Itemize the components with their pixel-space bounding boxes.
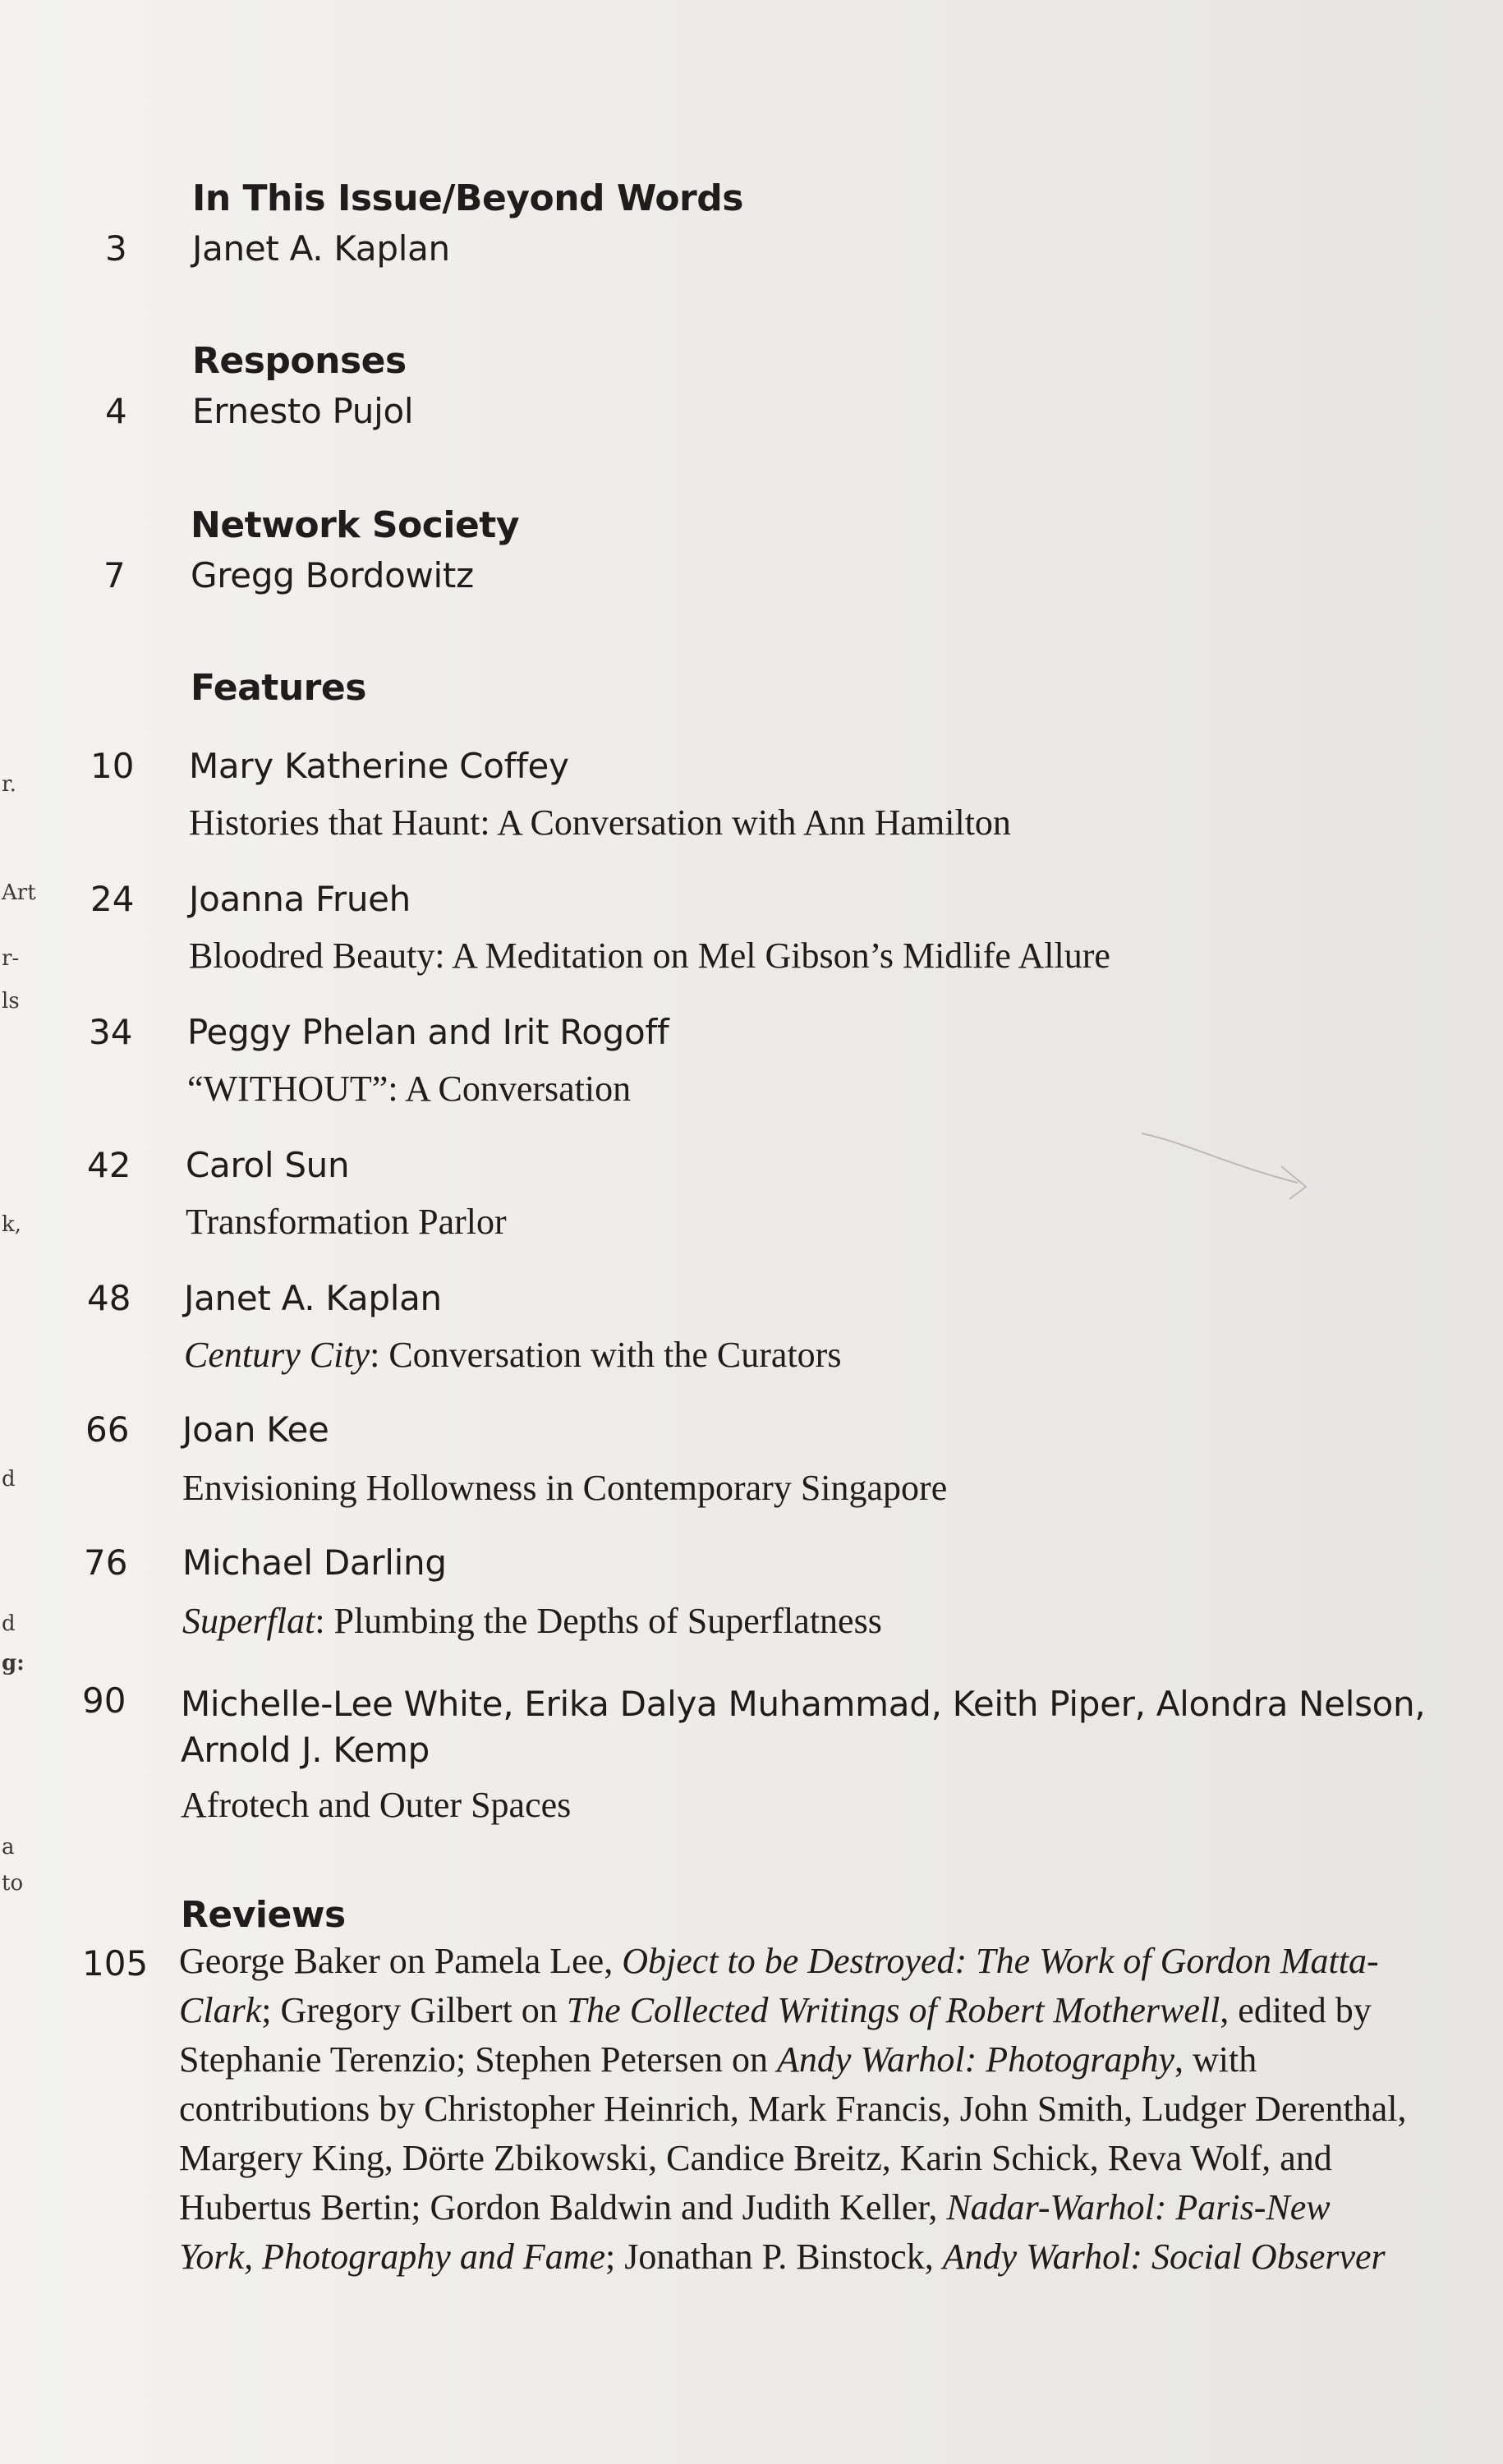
page-number: 105 bbox=[82, 1943, 149, 1984]
margin-fragment: d bbox=[2, 1611, 16, 1636]
margin-fragment: r. bbox=[2, 772, 16, 797]
entry-author: Joan Kee bbox=[182, 1409, 329, 1450]
section-heading-network-society: Network Society bbox=[191, 504, 519, 546]
entry-author: Mary Katherine Coffey bbox=[189, 746, 569, 786]
page-number: 24 bbox=[90, 879, 135, 919]
page-number: 42 bbox=[87, 1145, 131, 1185]
reviews-text-segment: ; Gregory Gilbert on bbox=[261, 1990, 567, 2030]
entry-author: Janet A. Kaplan bbox=[184, 1278, 442, 1318]
reviews-text-segment: George Baker on Pamela Lee, bbox=[179, 1941, 623, 1981]
page-number: 48 bbox=[87, 1278, 131, 1318]
margin-fragment: k, bbox=[2, 1212, 22, 1237]
page-number: 76 bbox=[84, 1542, 128, 1583]
margin-fragment: r- bbox=[2, 946, 20, 971]
page-number: 7 bbox=[103, 555, 126, 595]
section-heading-responses: Responses bbox=[192, 340, 407, 382]
entry-author: Gregg Bordowitz bbox=[191, 555, 474, 595]
section-heading-in-this-issue: In This Issue/Beyond Words bbox=[192, 177, 743, 219]
page-number: 10 bbox=[90, 746, 135, 786]
margin-fragment: to bbox=[2, 1871, 24, 1896]
margin-fragment: a bbox=[2, 1835, 15, 1859]
margin-fragment: g: bbox=[2, 1651, 25, 1676]
entry-title bbox=[184, 1334, 841, 1376]
reviews-text-segment: ; Jonathan P. Binstock, bbox=[605, 2236, 943, 2277]
margin-fragment: d bbox=[2, 1467, 16, 1492]
entry-title bbox=[182, 1600, 882, 1642]
entry-title: “WITHOUT”: A Conversation bbox=[187, 1069, 632, 1109]
page-number: 34 bbox=[89, 1012, 133, 1052]
paper-scuff-mark bbox=[1133, 1117, 1331, 1224]
entry-title: Histories that Haunt: A Conversation with Ann Hamilton bbox=[189, 802, 1011, 843]
entry-author: Ernesto Pujol bbox=[192, 391, 414, 431]
page-number: 66 bbox=[85, 1409, 130, 1450]
entry-title-rest: : Conversation with the Curators bbox=[370, 1335, 842, 1375]
entry-author-continued: Arnold J. Kemp bbox=[181, 1730, 430, 1770]
entry-author: Michael Darling bbox=[182, 1542, 447, 1583]
reviews-entry bbox=[179, 1937, 1411, 2282]
entry-title-rest: : Plumbing the Depths of Superflatness bbox=[315, 1601, 882, 1641]
page-number: 3 bbox=[105, 228, 127, 269]
entry-title: Envisioning Hollowness in Contemporary Singapore bbox=[182, 1468, 948, 1508]
entry-author: Michelle-Lee White, Erika Dalya Muhammad, Keith Piper, Alondra Nelson, bbox=[181, 1684, 1426, 1724]
reviews-book-title: Object to be Destroyed: The Work of Gordon Matta-Clark bbox=[179, 1941, 1379, 2030]
entry-title: Afrotech and Outer Spaces bbox=[181, 1785, 572, 1825]
entry-author: Joanna Frueh bbox=[189, 879, 411, 919]
margin-fragment: ls bbox=[2, 989, 20, 1014]
entry-author: Carol Sun bbox=[186, 1145, 350, 1185]
reviews-book-title: Nadar-Warhol: Paris-New York, Photography and Fame bbox=[179, 2187, 1331, 2277]
section-heading-features: Features bbox=[191, 667, 366, 709]
page-number: 4 bbox=[105, 391, 127, 431]
reviews-book-title: Andy Warhol: Photography bbox=[777, 2039, 1175, 2080]
margin-fragment: Art bbox=[2, 880, 36, 905]
adjacent-page-margin bbox=[0, 0, 36, 2464]
entry-author: Janet A. Kaplan bbox=[192, 228, 450, 269]
reviews-text-segment: , edited by Stephanie Terenzio; Stephen Petersen on bbox=[179, 1990, 1372, 2080]
entry-title-italic: Century City bbox=[184, 1335, 370, 1375]
reviews-book-title: Andy Warhol: Social Observer bbox=[942, 2236, 1386, 2277]
reviews-text-segment: , with contributions by Christopher Heinrich, Mark Francis, John Smith, Ludger Derenthal, Margery King, Dörte Zbikowski, Candice Breitz, Karin Schick, Reva Wolf, and Hubertus Bertin; Gordon Baldwin and Judith Keller, bbox=[179, 2039, 1407, 2227]
page-number: 90 bbox=[82, 1680, 126, 1721]
entry-title-italic: Superflat bbox=[182, 1601, 315, 1641]
entry-title: Bloodred Beauty: A Meditation on Mel Gibson’s Midlife Allure bbox=[189, 935, 1110, 976]
section-heading-reviews: Reviews bbox=[181, 1894, 346, 1936]
entry-title: Transformation Parlor bbox=[186, 1202, 507, 1242]
entry-author: Peggy Phelan and Irit Rogoff bbox=[187, 1012, 669, 1052]
reviews-book-title: The Collected Writings of Robert Motherwell bbox=[566, 1990, 1220, 2030]
